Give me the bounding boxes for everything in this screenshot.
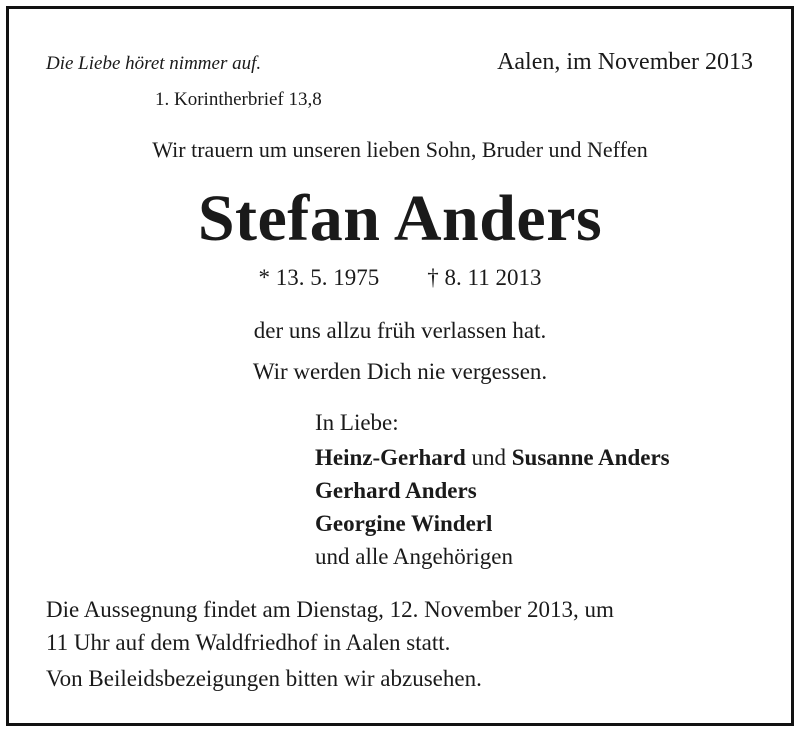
- signature-row: [315, 474, 670, 507]
- tribute-line-1: der uns allzu früh verlassen hat.: [253, 318, 547, 343]
- signature-row: [315, 507, 670, 540]
- funeral-notice-line-2: 11 Uhr auf dem Waldfriedhof in Aalen statt.: [46, 630, 451, 655]
- signature-block: [315, 406, 670, 573]
- obituary-notice: [6, 6, 794, 726]
- birth-date: * 13. 5. 1975: [258, 265, 380, 290]
- funeral-notice-line-1: Die Aussegnung findet am Dienstag, 12. November 2013, um: [46, 597, 614, 622]
- signer-name: Heinz-Gerhard: [315, 445, 466, 470]
- bible-quote: Die Liebe höret nimmer auf.: [46, 53, 262, 74]
- signer-name: Susanne Anders: [511, 445, 670, 470]
- signer-conjunction: und: [465, 445, 512, 470]
- life-dates: [9, 265, 791, 291]
- funeral-notice: [46, 593, 766, 659]
- signer-name: Gerhard Anders: [315, 478, 477, 503]
- signer-name: Georgine Winderl: [315, 511, 493, 536]
- signature-closing: und alle Angehörigen: [315, 544, 514, 569]
- condolence-note: Von Beileidsbezeigungen bitten wir abzusehen.: [46, 666, 482, 691]
- intro-text: Wir trauern um unseren lieben Sohn, Bruder und Neffen: [152, 137, 648, 162]
- signature-row: [315, 441, 670, 474]
- death-date: † 8. 11 2013: [427, 265, 542, 290]
- bible-reference: 1. Korintherbrief 13,8: [155, 89, 322, 110]
- signature-greeting: In Liebe:: [315, 410, 399, 435]
- tribute-line-2: Wir werden Dich nie vergessen.: [252, 359, 548, 384]
- place-date: Aalen, im November 2013: [497, 49, 753, 75]
- deceased-name: Stefan Anders: [197, 182, 603, 255]
